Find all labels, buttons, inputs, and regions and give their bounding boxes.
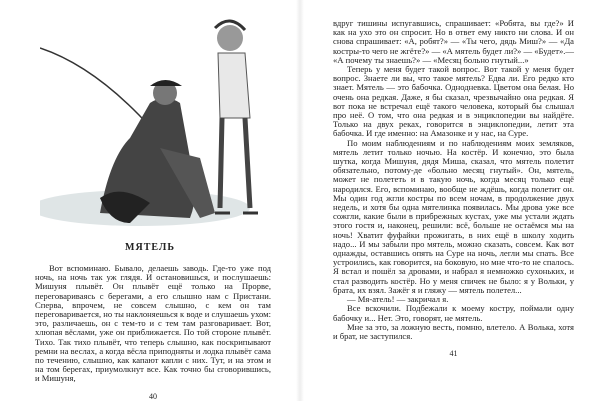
paragraph: Теперь у меня будет такой вопрос. Вот такой у меня будет вопрос. Знаете ли вы, что такое мятель? Едва ли. Его редко кто знает. Мятель — это бабочка. Однодневка. Цветом она белая. Но очень она редкая. Даже, я бы сказал, чрезвычайно она редкая. Я вот пока не встречал ещё такого человека, который бы слышал про неё. О том, что она редкая и в энциклопедии вы найдёте. Только на двух реках, говорится в энциклопедии, летит эта бабочка. И где именно: на Амазонке и у нас, на Суре. xyxy=(333,64,574,139)
left-column xyxy=(35,264,271,402)
paragraph: Вот вспоминаю. Бывало, делаешь заводь. Где-то уже под ночь, на ночь так уж глядя. И остановишься, и послушаешь: Мишуня плывёт. Он плывёт ещё только на Прорве, переговариваясь с берегами, а его слышно нам с Пристани. Сперва, впрочем, не совсем слышно, с кем он там переговаривается, но ты наклоняешься к воде и слушаешь ухом: это, различаешь, он с тем-то и с тем там разговаривает. Вот, хлюпая вёслами, уже он приближается. По той стороне плывёт. Тихо. Так тихо плывёт, что теперь слышно, как поскрипывают ремни на веслах, а когда вёсла приподняты и лодка плывёт сама по течению, слышно, как капают капли с них. Тут, и на этом и на том берегах, приумолкнут все. Как точно бы сговорившись, и Мишуня, xyxy=(35,263,272,384)
left-page xyxy=(0,0,300,401)
paragraph: По моим наблюдениям и по наблюдениям моих земляков, мятель летит только ночью. На костёр. И конечно, это была шутка, когда Мишуня, дядя Миша, сказал, что мятель полетит обязательно, потому-де «больно месяц гнутый». Он, мятель, может не полететь и в такую ночь, когда месяц только ещё народился. Его, вспоминаю, вообще не ждёшь, когда полетит он. Мы один год жгли костры по всем ночам, в продолжение двух недель, и хотя бы одна мятелинка появилась. Мы дрова уже все сожгли, какие были в прибрежных кустах, уже мы устали ждать этого гостя и, наконец, решили: всё, больше не остаёмся мы на ночь! Хватит фуфайки прожигать, в них ещё в школу ходить надо... И мы забыли про мятель, можно сказать, совсем. Как вот однажды, оставшись опять на Суре на ночь, легли мы спать. Все устроились, как говорится, на боковую, но мне что-то не спалось. Я встал и пошёл за дровами, и набрал я немножко сухоньких, и стал разводить костёр. Но у меня спичек не было: я у Вольки, у брата, их взял. Зажёг я и гляжу — мятель полетел... xyxy=(333,137,574,295)
right-page xyxy=(300,0,600,401)
paragraph: — Мя-атель! — закричал я. xyxy=(347,294,449,305)
chapter-title: МЯТЕЛЬ xyxy=(125,242,175,253)
fishing-illustration xyxy=(40,8,270,233)
right-column xyxy=(333,19,574,359)
paragraph: Мне за это, за ложную весть, помню, влетело. А Волька, хотя и брат, не заступился. xyxy=(333,321,574,341)
page-number: 41 xyxy=(449,349,458,359)
left-body-text xyxy=(35,264,271,384)
paragraph: вдруг тишины испугавшись, спрашивает: «Робята, вы где?» И как на ухо это он спросит. Но в ответ ему никто ни слова. И он снова спрашивает: «А, робят?» — «Ты чего, дядь Миш?» — «Да костры-то чего не жгёте?» — «А мятель будет ли?» — «Будет».— «А почему ты знаешь?» — «Месяц больно гнутый...» xyxy=(333,18,574,65)
paragraph: Все вскочили. Подбежали к моему костру, поймали одну бабочку и... Нет. Это, говорят, не мятель. xyxy=(333,303,574,323)
right-body-text xyxy=(333,19,574,341)
page-number: 40 xyxy=(149,391,157,401)
